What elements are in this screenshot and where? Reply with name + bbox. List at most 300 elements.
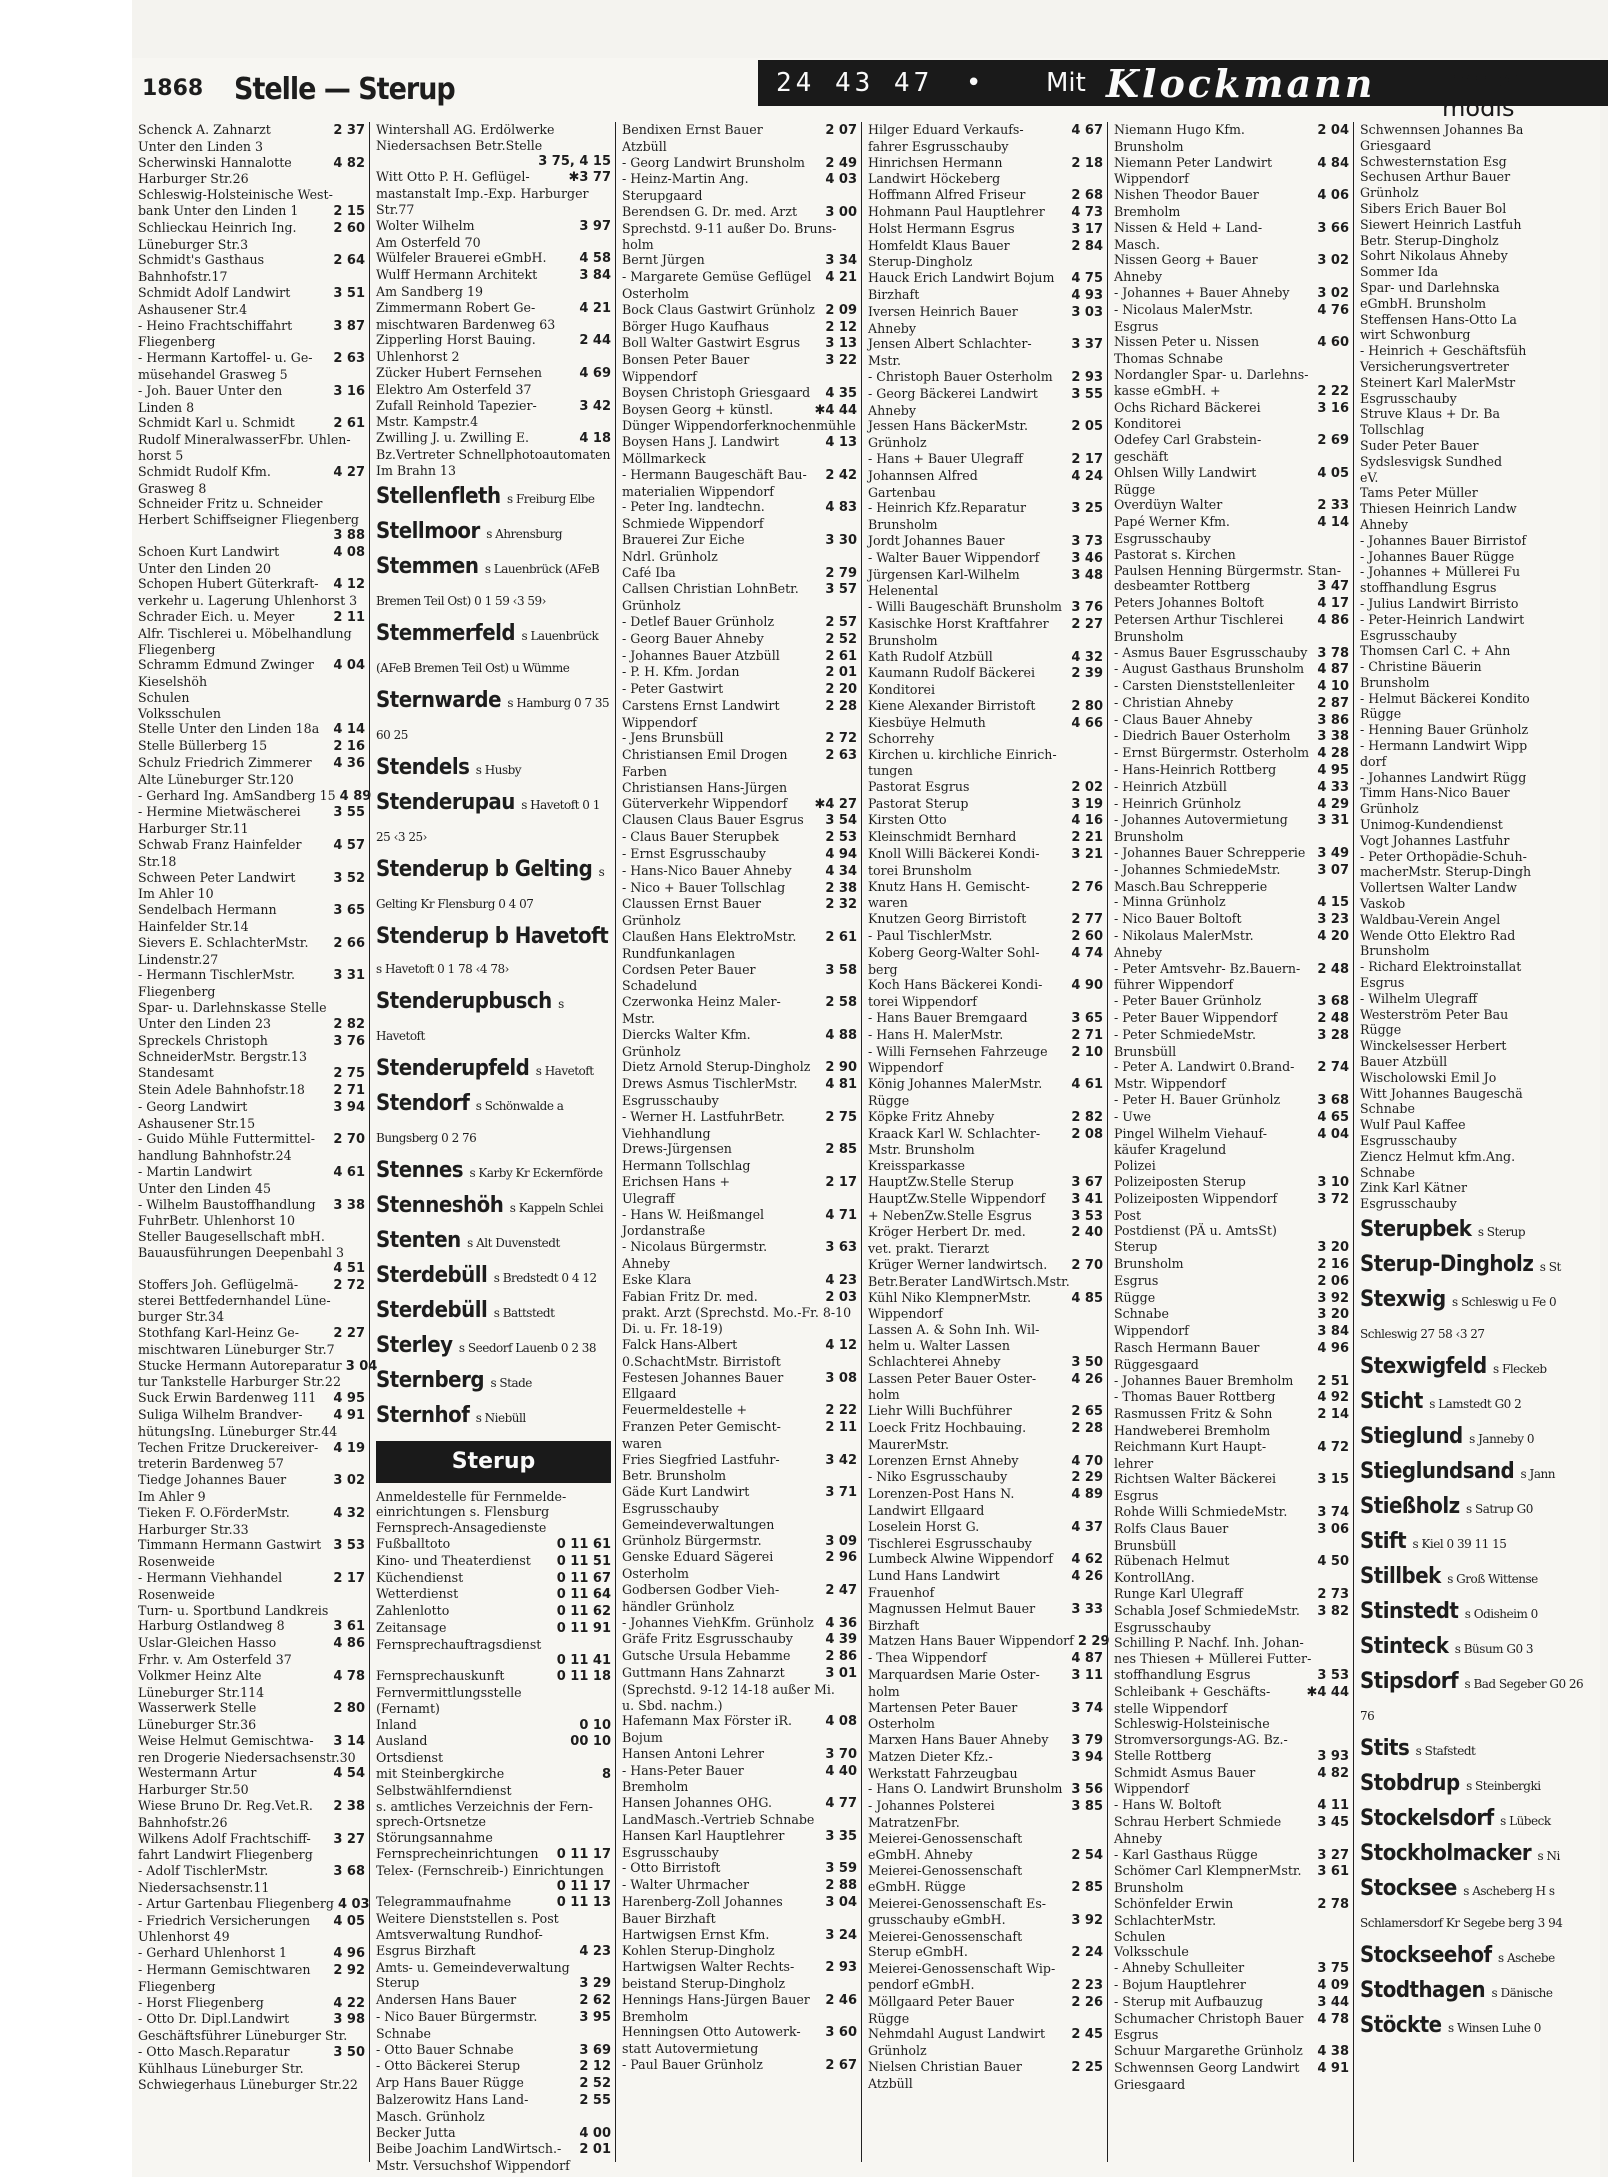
entry-name: - Walter Uhrmacher: [622, 1877, 750, 1893]
entry-phone: 0 11 51: [556, 1553, 611, 1569]
place-note: s Battstedt: [493, 1305, 555, 1320]
directory-entry: [868, 270, 1103, 287]
directory-entry: [1360, 675, 1596, 691]
entry-phone: 2 15: [333, 203, 365, 219]
place-note: s Satrup G0: [1466, 1501, 1533, 1516]
entry-name: nes Thiesen + Müllerei Futter-: [1114, 1651, 1312, 1667]
entry-phone: 2 88: [825, 1878, 857, 1894]
entry-name: Wippendorf: [1114, 1781, 1189, 1797]
directory-entry: [1114, 1748, 1349, 1765]
entry-name: Frauenhof: [868, 1584, 935, 1600]
directory-entry: [622, 1027, 857, 1044]
entry-name: Suder Peter Bauer: [1360, 437, 1479, 453]
entry-name: Sterup-Dingholz: [868, 254, 973, 270]
entry-phone: 4 66: [1071, 715, 1103, 731]
directory-entry: [138, 1261, 365, 1277]
directory-entry: [376, 1620, 611, 1637]
directory-entry: [1360, 454, 1596, 470]
entry-name: Schabla Josef SchmiedeMstr.: [1114, 1602, 1300, 1618]
entry-name: Godbersen Godber Vieh-: [622, 1581, 780, 1597]
entry-name: Ochs Richard Bäckerei: [1114, 399, 1261, 415]
directory-entry: [138, 1245, 365, 1261]
entry-name: Hermann Tollschlag: [622, 1158, 751, 1174]
entry-name: Masch.Bau Schrepperie: [1114, 878, 1268, 894]
entry-name: Werkstatt Fahrzeugbau: [868, 1765, 1018, 1781]
directory-entry: [868, 1338, 1103, 1354]
entry-name: - Georg Landwirt: [138, 1098, 248, 1114]
place-heading: [376, 987, 611, 1051]
entry-phone: 4 78: [1317, 2011, 1349, 2027]
directory-entry: [868, 1815, 1103, 1831]
directory-entry: [868, 1420, 1103, 1437]
directory-entry: [868, 336, 1103, 353]
entry-name: Anmeldestelle für Fernmelde-: [376, 1488, 567, 1504]
directory-entry: [1114, 1471, 1349, 1488]
directory-entry: [1114, 961, 1349, 978]
entry-name: Ahneby: [1114, 269, 1162, 285]
directory-entry: [622, 946, 857, 962]
directory-entry: [622, 204, 857, 221]
entry-name: kasse eGmbH. +: [1114, 382, 1221, 398]
entry-name: Hennings Hans-Jürgen Bauer: [622, 1991, 810, 2007]
entry-name: Birzhaft: [868, 1617, 920, 1633]
entry-phone: 4 39: [825, 1632, 857, 1648]
directory-entry: [868, 533, 1103, 550]
entry-name: - Wilhelm Ulegraff: [1360, 990, 1478, 1006]
directory-entry: [622, 1076, 857, 1093]
directory-entry: [138, 544, 365, 561]
entry-name: Carstens Ernst Landwirt: [622, 697, 780, 713]
directory-entry: [1114, 1913, 1349, 1929]
entry-phone: 2 75: [333, 1066, 365, 1082]
entry-phone: 4 78: [333, 1668, 365, 1684]
column-1: [132, 122, 378, 2162]
entry-name: Esgrus: [1114, 1272, 1159, 1288]
entry-name: Ashausener Str.4: [138, 301, 248, 317]
entry-phone: 4 00: [579, 2125, 611, 2141]
entry-name: Kieselshöh: [138, 674, 208, 690]
directory-entry: [622, 1386, 857, 1402]
directory-entry: [1114, 1290, 1349, 1307]
entry-phone: 3 10: [1317, 1175, 1349, 1190]
directory-entry: [138, 1895, 370, 1913]
column-6: [1354, 122, 1600, 2162]
directory-entry: [1360, 643, 1596, 659]
entry-name: Thomas Schnabe: [1114, 351, 1223, 367]
directory-entry: [138, 203, 365, 220]
place-heading: [376, 482, 611, 514]
directory-entry: [138, 1782, 365, 1798]
directory-entry: [1114, 1340, 1349, 1357]
entry-phone: 3 84: [1317, 1324, 1349, 1340]
entry-name: - Hans Bauer Bremgaard: [868, 1010, 1028, 1026]
directory-entry: [1360, 470, 1596, 486]
entry-phone: 4 10: [1317, 679, 1349, 695]
directory-entry: [622, 581, 857, 598]
entry-name: Jürgensen Karl-Wilhelm: [868, 566, 1020, 582]
entry-name: Schömer Carl KlempnerMstr.: [1114, 1863, 1302, 1879]
directory-entry: [138, 690, 365, 706]
directory-entry: [1114, 220, 1349, 237]
directory-entry: [138, 350, 365, 367]
entry-phone: 3 20: [1317, 1240, 1349, 1256]
entry-name: Osterholm: [622, 1566, 689, 1582]
directory-entry: [622, 614, 857, 631]
entry-name: - Hermann TischlerMstr.: [138, 967, 296, 983]
directory-entry: [868, 1486, 1103, 1503]
entry-name: - Ernst Esgrusschauby: [622, 846, 766, 862]
directory-entry: [622, 139, 857, 155]
entry-name: LandMasch.-Vertrieb Schnabe: [622, 1812, 815, 1828]
entry-phone: 3 46: [1071, 550, 1103, 566]
entry-phone: 3 52: [333, 870, 365, 886]
entry-name: HauptZw.Stelle Sterup: [868, 1174, 1014, 1189]
directory-entry: [622, 796, 857, 813]
entry-name: - Peter Bauer Wippendorf: [1114, 1010, 1278, 1026]
directory-entry: [868, 599, 1103, 616]
directory-entry: [1114, 497, 1349, 514]
entry-phone: 2 22: [825, 1403, 857, 1419]
entry-name: - Hans O. Landwirt Brunsholm: [868, 1781, 1063, 1797]
entry-phone: 4 11: [1317, 1798, 1349, 1814]
entry-name: Brunsholm: [1114, 138, 1184, 154]
entry-name: König Johannes MalerMstr.: [868, 1076, 1043, 1092]
entry-name: - Willi Fernsehen Fahrzeuge: [868, 1043, 1048, 1059]
place-heading: [1360, 1527, 1596, 1559]
entry-phone: 3 38: [333, 1197, 365, 1213]
entry-name: Schumacher Christoph Bauer: [1114, 2010, 1304, 2026]
directory-entry: [376, 2125, 611, 2142]
entry-name: Grasweg 8: [138, 480, 207, 496]
entry-name: Christiansen Hans-Jürgen: [622, 779, 788, 795]
directory-entry: [868, 1601, 1103, 1618]
entry-name: Fernvermittlungsstelle: [376, 1685, 522, 1701]
entry-name: (Sprechstd. 9-12 14-18 außer Mi.: [622, 1681, 835, 1697]
directory-entry: [1114, 1306, 1349, 1323]
directory-entry: [1360, 1196, 1596, 1212]
directory-entry: [622, 237, 857, 253]
entry-name: Fernsprechauskunft: [376, 1668, 505, 1684]
directory-entry: [138, 642, 365, 658]
entry-phone: 3 94: [1071, 1749, 1103, 1765]
directory-entry: [868, 1650, 1103, 1667]
entry-name: einrichtungen s. Flensburg: [376, 1504, 550, 1520]
directory-entry: [868, 1700, 1103, 1717]
directory-entry: [1114, 139, 1349, 155]
directory-entry: [376, 1960, 611, 1976]
entry-name: Ellgaard: [622, 1386, 677, 1402]
directory-entry: [1360, 928, 1596, 944]
directory-entry: [868, 1076, 1103, 1093]
entry-name: Kirsten Otto: [868, 812, 947, 828]
entry-name: Schrader Eich. u. Meyer: [138, 608, 295, 624]
entry-name: Harenberg-Zoll Johannes: [622, 1894, 783, 1910]
directory-entry: [622, 1877, 857, 1894]
entry-phone: 0 11 91: [556, 1620, 611, 1636]
directory-entry: [1114, 812, 1349, 829]
entry-phone: 3 74: [1317, 1504, 1349, 1520]
directory-entry: [868, 1191, 1103, 1208]
entry-phone: 3 16: [1317, 400, 1349, 416]
entry-name: Rüggesgaard: [1114, 1356, 1199, 1372]
directory-entry: [138, 1082, 365, 1099]
place-name: Stendels: [376, 754, 470, 780]
entry-phone: 4 67: [1071, 123, 1103, 138]
column-4: [862, 122, 1108, 2162]
directory-entry: [868, 1994, 1103, 2011]
entry-phone: 3 53: [333, 1538, 365, 1554]
directory-entry: [138, 2061, 365, 2077]
entry-name: Ulegraff: [622, 1190, 675, 1206]
directory-entry: [138, 870, 365, 887]
directory-entry: [622, 1746, 857, 1763]
entry-name: Loselein Horst G.: [868, 1518, 980, 1534]
entry-name: - Georg Bauer Ahneby: [622, 630, 764, 646]
directory-entry: [868, 863, 1103, 879]
directory-entry: [622, 1566, 857, 1582]
directory-entry: [138, 854, 365, 870]
directory-entry: [376, 1701, 611, 1717]
entry-name: Möllmarkeck: [622, 450, 706, 466]
place-heading: [1360, 1804, 1596, 1836]
entry-phone: 2 48: [1317, 961, 1349, 977]
directory-entry: [868, 1044, 1103, 1061]
directory-entry: [622, 302, 857, 319]
entry-phone: 4 32: [1071, 649, 1103, 665]
directory-entry: [138, 1164, 365, 1181]
directory-entry: [868, 1944, 1103, 1961]
entry-name: Schwennsen Johannes Ba: [1360, 122, 1524, 137]
entry-name: - Johannes + Müllerei Fu: [1360, 564, 1521, 580]
directory-entry: [1360, 864, 1596, 880]
entry-name: Unter den Linden 20: [138, 560, 272, 576]
directory-entry: [1114, 465, 1349, 482]
directory-entry: [1114, 629, 1349, 645]
entry-name: Nishen Theodor Bauer: [1114, 187, 1259, 203]
entry-phone: 2 69: [1317, 433, 1349, 449]
entry-name: Rübenach Helmut: [1114, 1553, 1230, 1569]
entry-name: Uslar-Gleichen Hasso: [138, 1635, 277, 1651]
entry-name: Vogt Johannes Lastfuhr: [1360, 832, 1510, 848]
entry-name: Zimmermann Robert Ge-: [376, 299, 536, 315]
directory-entry: [1114, 945, 1349, 961]
directory-entry: [1114, 879, 1349, 895]
directory-entry: [138, 609, 365, 626]
place-note: s Büsum G0 3: [1454, 1641, 1534, 1656]
directory-entry: [1360, 1086, 1596, 1102]
directory-entry: [138, 1033, 365, 1050]
entry-name: Wasserwerk Stelle: [138, 1700, 257, 1716]
directory-entry: [622, 747, 857, 764]
directory-entry: [138, 1913, 365, 1930]
directory-entry: [1360, 343, 1596, 359]
directory-entry: [622, 532, 857, 549]
directory-entry: [1114, 2077, 1349, 2093]
entry-name: Linden 8: [138, 399, 195, 415]
entry-name: tur Tankstelle Harburger Str.22: [138, 1374, 341, 1390]
entry-phone: 2 58: [825, 995, 857, 1011]
directory-entry: [622, 1549, 857, 1566]
directory-entry: [622, 1795, 857, 1812]
directory-entry: [622, 1223, 857, 1239]
section-heading-sterup: Sterup: [376, 1441, 611, 1483]
directory-entry: [1114, 762, 1349, 779]
directory-entry: [1360, 1165, 1596, 1181]
entry-name: sterei Bettfedernhandel Lüne-: [138, 1293, 331, 1309]
entry-name: Sterupgaard: [622, 188, 703, 204]
directory-entry: [1114, 1960, 1349, 1977]
entry-name: Rudolf MineralwasserFbr. Uhlen-: [138, 432, 351, 448]
entry-phone: 4 74: [1071, 945, 1103, 961]
entry-name: - Peter Orthopädie-Schuh-: [1360, 848, 1527, 864]
directory-entry: [138, 1148, 365, 1164]
entry-name: waren: [622, 1435, 662, 1451]
directory-entry: [622, 1402, 857, 1419]
place-heading: [1360, 1734, 1596, 1766]
entry-name: Schmiede Wippendorf: [622, 516, 764, 532]
directory-entry: [138, 383, 365, 400]
directory-entry: [868, 238, 1103, 255]
directory-entry: [622, 1698, 857, 1714]
directory-entry: [376, 382, 611, 398]
entry-phone: 2 61: [825, 930, 857, 946]
directory-entry: [138, 561, 365, 577]
entry-name: Zahlenlotto: [376, 1603, 450, 1619]
directory-entry: [622, 2024, 857, 2041]
directory-entry: [138, 1618, 365, 1635]
entry-phone: 2 66: [333, 935, 365, 951]
directory-entry: [376, 2092, 611, 2109]
place-note: s Groß Wittense: [1447, 1571, 1538, 1586]
directory-entry: [138, 367, 365, 383]
directory-entry: [868, 796, 1103, 813]
entry-name: Wulff Hermann Architekt: [376, 267, 538, 283]
entry-name: Brunsholm: [1114, 1255, 1184, 1271]
directory-entry: [138, 657, 365, 674]
entry-phone: 4 36: [825, 1615, 857, 1631]
directory-entry: [622, 188, 857, 204]
directory-entry: [1114, 1456, 1349, 1472]
entry-name: Stromversorgungs-AG. Bz.-: [1114, 1732, 1288, 1748]
directory-entry: [138, 528, 365, 544]
directory-entry: [868, 254, 1103, 270]
entry-phone: 2 17: [333, 1570, 365, 1586]
directory-entry: [138, 1440, 365, 1457]
entry-name: grusschauby eGmbH.: [868, 1911, 1006, 1927]
entry-name: Harburg Ostlandweg 8: [138, 1618, 285, 1634]
directory-entry: [868, 1241, 1103, 1257]
entry-name: Grünholz: [622, 1043, 681, 1059]
directory-entry: [376, 349, 611, 365]
entry-name: Overdüyn Walter: [1114, 497, 1223, 513]
entry-name: eGmbH. Brunsholm: [1360, 295, 1487, 311]
place-heading: [376, 788, 611, 852]
entry-phone: 4 40: [825, 1763, 857, 1779]
entry-phone: 3 76: [1071, 600, 1103, 616]
directory-entry: [1360, 659, 1596, 675]
directory-entry: [138, 626, 365, 642]
entry-phone: 4 17: [1317, 596, 1349, 612]
entry-name: hütungsIng. Lüneburger Str.44: [138, 1423, 338, 1439]
directory-entry: [1114, 1488, 1349, 1504]
directory-entry: [868, 418, 1103, 435]
entry-phone: 4 18: [579, 431, 611, 447]
entry-name: Grünholz Bürgermstr.: [622, 1532, 762, 1548]
entry-phone: 3 76: [333, 1033, 365, 1049]
directory-entry: [622, 1109, 857, 1126]
entry-name: Fernsprech-Ansagedienste: [376, 1520, 547, 1536]
directory-entry: [138, 2044, 365, 2061]
directory-entry: [1360, 801, 1596, 817]
directory-entry: [868, 1568, 1103, 1585]
entry-phone: 2 46: [825, 1992, 857, 2008]
entry-name: - Hans + Bauer Ulegraff: [868, 450, 1023, 466]
directory-entry: [1114, 1977, 1349, 1994]
entry-name: Cordsen Peter Bauer: [622, 961, 756, 977]
entry-phone: 2 49: [825, 155, 857, 171]
entry-name: Osterholm: [868, 1716, 935, 1732]
entry-name: Beibe Joachim LandWirtsch.-: [376, 2141, 562, 2157]
directory-entry: [138, 1750, 365, 1766]
entry-name: Schulen: [138, 689, 190, 705]
entry-name: eGmbH. Rügge: [868, 1879, 966, 1895]
entry-phone: 3 84: [579, 268, 611, 284]
directory-entry: [376, 1637, 611, 1653]
entry-phone: 2 96: [825, 1550, 857, 1566]
place-name: Sternwarde: [376, 687, 502, 713]
directory-entry: [376, 186, 611, 202]
entry-name: Post: [1114, 1207, 1142, 1223]
entry-name: Stelle Rottberg: [1114, 1747, 1212, 1763]
directory-entry: [1114, 351, 1349, 367]
entry-name: Masch.: [1114, 236, 1161, 252]
directory-entry: [1114, 1223, 1349, 1239]
directory-entry: [868, 1633, 1110, 1650]
directory-entry: [622, 1812, 857, 1828]
entry-name: Herbert Schiffseigner Fliegenberg: [138, 512, 359, 528]
entry-name: Sievers E. SchlachterMstr.: [138, 934, 309, 950]
entry-phone: 2 33: [1317, 498, 1349, 514]
place-name: Sterley: [376, 1332, 453, 1358]
directory-entry: [376, 154, 611, 170]
entry-name: Fußballtoto: [376, 1535, 451, 1551]
directory-entry: [622, 451, 857, 467]
directory-entry: [376, 398, 611, 415]
directory-entry: [138, 1472, 365, 1489]
entry-name: holm: [622, 236, 654, 252]
directory-entry: [622, 1419, 857, 1436]
entry-name: fahrer Esgrusschauby: [868, 138, 1009, 154]
place-name: Stockholmacker: [1360, 1840, 1532, 1866]
entry-name: Rügge: [1114, 1289, 1156, 1305]
entry-phone: 2 63: [333, 351, 365, 367]
entry-name: - Nico + Bauer Tollschlag: [622, 879, 786, 895]
entry-name: Magnussen Helmut Bauer: [868, 1600, 1036, 1616]
directory-entry: [868, 1387, 1103, 1403]
place-name: Sterupbek: [1360, 1216, 1472, 1242]
entry-name: - Hans H. MalerMstr.: [868, 1026, 1004, 1042]
entry-name: Schnabe: [1360, 1164, 1415, 1180]
entry-name: Selbstwählferndienst: [376, 1782, 512, 1798]
directory-entry: [138, 1456, 365, 1472]
directory-entry: [868, 1977, 1103, 1994]
entry-name: Lüneburger Str.36: [138, 1717, 257, 1733]
place-note: s Aschebe: [1498, 1950, 1555, 1965]
entry-name: 0.SchachtMstr. Birristoft: [622, 1353, 781, 1369]
entry-name: Struve Klaus + Dr. Ba: [1360, 406, 1500, 422]
entry-name: Wippendorf: [1114, 171, 1189, 187]
entry-name: Hohmann Paul Hauptlehrer: [868, 203, 1045, 219]
